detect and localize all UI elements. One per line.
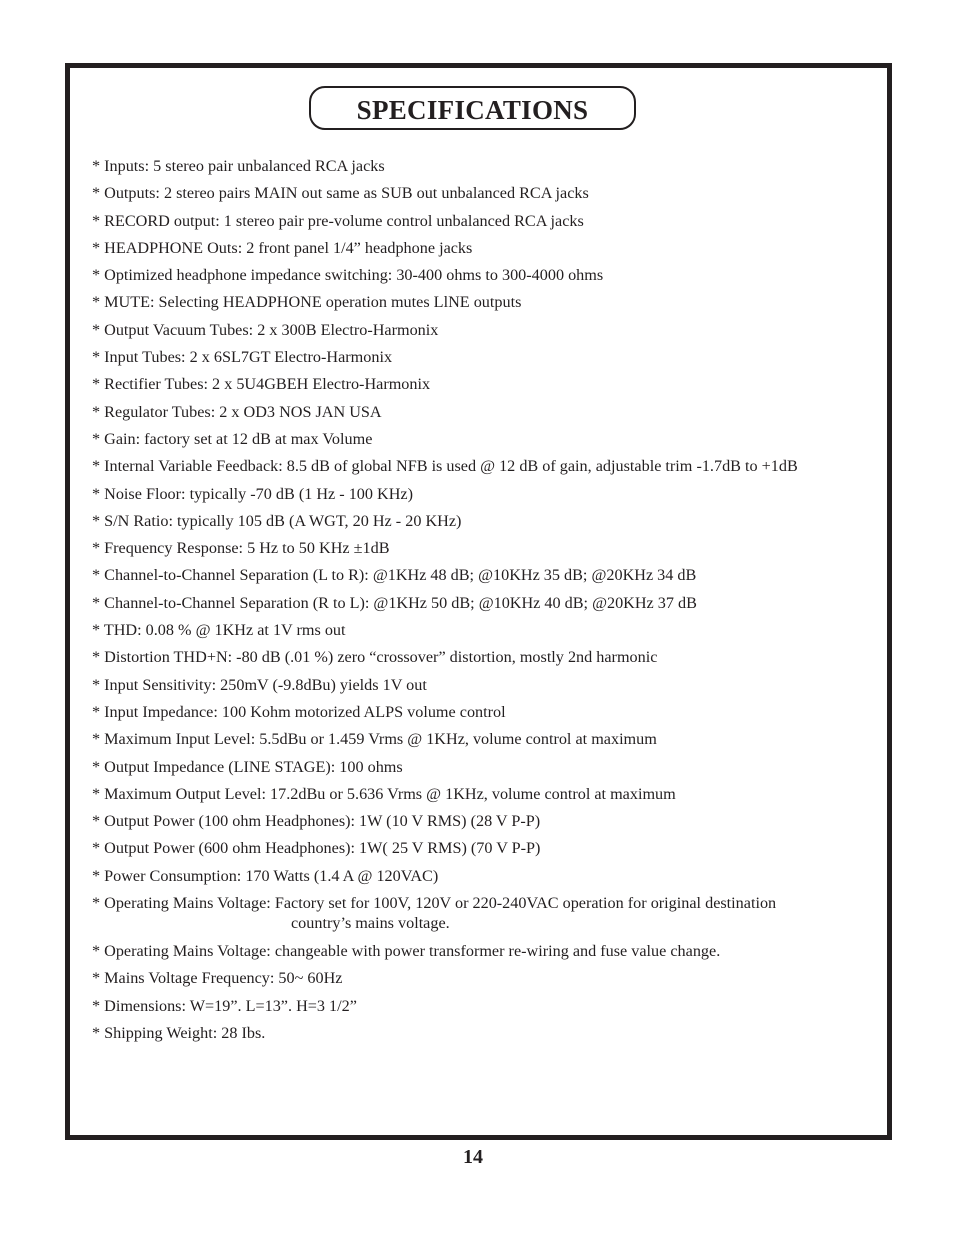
spec-item-input-impedance: * Input Impedance: 100 Kohm motorized ALPS volume control bbox=[92, 702, 506, 721]
title-box bbox=[309, 86, 636, 130]
spec-item-mains-voltage-line1: * Operating Mains Voltage: Factory set for 100V, 120V or 220-240VAC operation for original destination bbox=[92, 894, 777, 913]
spec-list bbox=[92, 157, 872, 1051]
spec-item-mains-voltage-factory bbox=[92, 894, 872, 942]
spec-item-noise-floor: * Noise Floor: typically -70 dB (1 Hz - 100 KHz) bbox=[92, 484, 413, 503]
spec-item-max-input-level: * Maximum Input Level: 5.5dBu or 1.459 Vrms @ 1KHz, volume control at maximum bbox=[92, 730, 657, 749]
spec-item-power-consumption: * Power Consumption: 170 Watts (1.4 A @ 120VAC) bbox=[92, 866, 439, 885]
spec-item-inputs: * Inputs: 5 stereo pair unbalanced RCA jacks bbox=[92, 157, 385, 175]
spec-item-output-power-600: * Output Power (600 ohm Headphones): 1W( 25 V RMS) (70 V P-P) bbox=[92, 839, 541, 858]
spec-item-mains-voltage-line2: country’s mains voltage. bbox=[291, 914, 450, 933]
spec-item-output-power-100: * Output Power (100 ohm Headphones): 1W (10 V RMS) (28 V P-P) bbox=[92, 812, 541, 831]
spec-item-separation-l-to-r: * Channel-to-Channel Separation (L to R): @1KHz 48 dB; @10KHz 35 dB; @20KHz 34 dB bbox=[92, 566, 697, 585]
spec-item-sn-ratio: * S/N Ratio: typically 105 dB (A WGT, 20 Hz - 20 KHz) bbox=[92, 511, 462, 530]
spec-item-mains-voltage-changeable: * Operating Mains Voltage: changeable with power transformer re-wiring and fuse value change. bbox=[92, 942, 721, 961]
spec-item-output-impedance: * Output Impedance (LINE STAGE): 100 ohms bbox=[92, 757, 403, 776]
spec-item-output-tubes: * Output Vacuum Tubes: 2 x 300B Electro-Harmonix bbox=[92, 320, 439, 339]
spec-item-distortion: * Distortion THD+N: -80 dB (.01 %) zero “crossover” distortion, mostly 2nd harmonic bbox=[92, 648, 658, 667]
spec-item-rectifier-tubes: * Rectifier Tubes: 2 x 5U4GBEH Electro-Harmonix bbox=[92, 375, 431, 394]
spec-item-record-output: * RECORD output: 1 stereo pair pre-volume control unbalanced RCA jacks bbox=[92, 211, 584, 230]
spec-item-max-output-level: * Maximum Output Level: 17.2dBu or 5.636 Vrms @ 1KHz, volume control at maximum bbox=[92, 784, 676, 803]
spec-item-feedback: * Internal Variable Feedback: 8.5 dB of global NFB is used @ 12 dB of gain, adjustable trim -1.7dB to +1dB bbox=[92, 457, 798, 476]
page-number: 14 bbox=[463, 1146, 483, 1168]
spec-item-frequency-response: * Frequency Response: 5 Hz to 50 KHz ±1dB bbox=[92, 539, 390, 558]
spec-item-input-sensitivity: * Input Sensitivity: 250mV (-9.8dBu) yields 1V out bbox=[92, 675, 427, 694]
spec-item-headphone-impedance: * Optimized headphone impedance switching: 30-400 ohms to 300-4000 ohms bbox=[92, 266, 604, 285]
page-title: SPECIFICATIONS bbox=[356, 95, 589, 125]
spec-item-outputs: * Outputs: 2 stereo pairs MAIN out same as SUB out unbalanced RCA jacks bbox=[92, 184, 589, 203]
spec-item-thd: * THD: 0.08 % @ 1KHz at 1V rms out bbox=[92, 621, 346, 640]
spec-item-input-tubes: * Input Tubes: 2 x 6SL7GT Electro-Harmonix bbox=[92, 348, 393, 367]
spec-item-gain: * Gain: factory set at 12 dB at max Volume bbox=[92, 429, 373, 448]
spec-item-headphone-outs: * HEADPHONE Outs: 2 front panel 1/4” headphone jacks bbox=[92, 238, 473, 257]
spec-item-separation-r-to-l: * Channel-to-Channel Separation (R to L): @1KHz 50 dB; @10KHz 40 dB; @20KHz 37 dB bbox=[92, 593, 697, 612]
spec-item-dimensions: * Dimensions: W=19”. L=13”. H=3 1/2” bbox=[92, 996, 357, 1015]
spec-item-shipping-weight: * Shipping Weight: 28 Ibs. bbox=[92, 1023, 266, 1042]
spec-item-regulator-tubes: * Regulator Tubes: 2 x OD3 NOS JAN USA bbox=[92, 402, 382, 421]
spec-item-mute: * MUTE: Selecting HEADPHONE operation mutes LlNE outputs bbox=[92, 293, 522, 312]
spec-item-mains-frequency: * Mains Voltage Frequency: 50~ 60Hz bbox=[92, 969, 343, 988]
